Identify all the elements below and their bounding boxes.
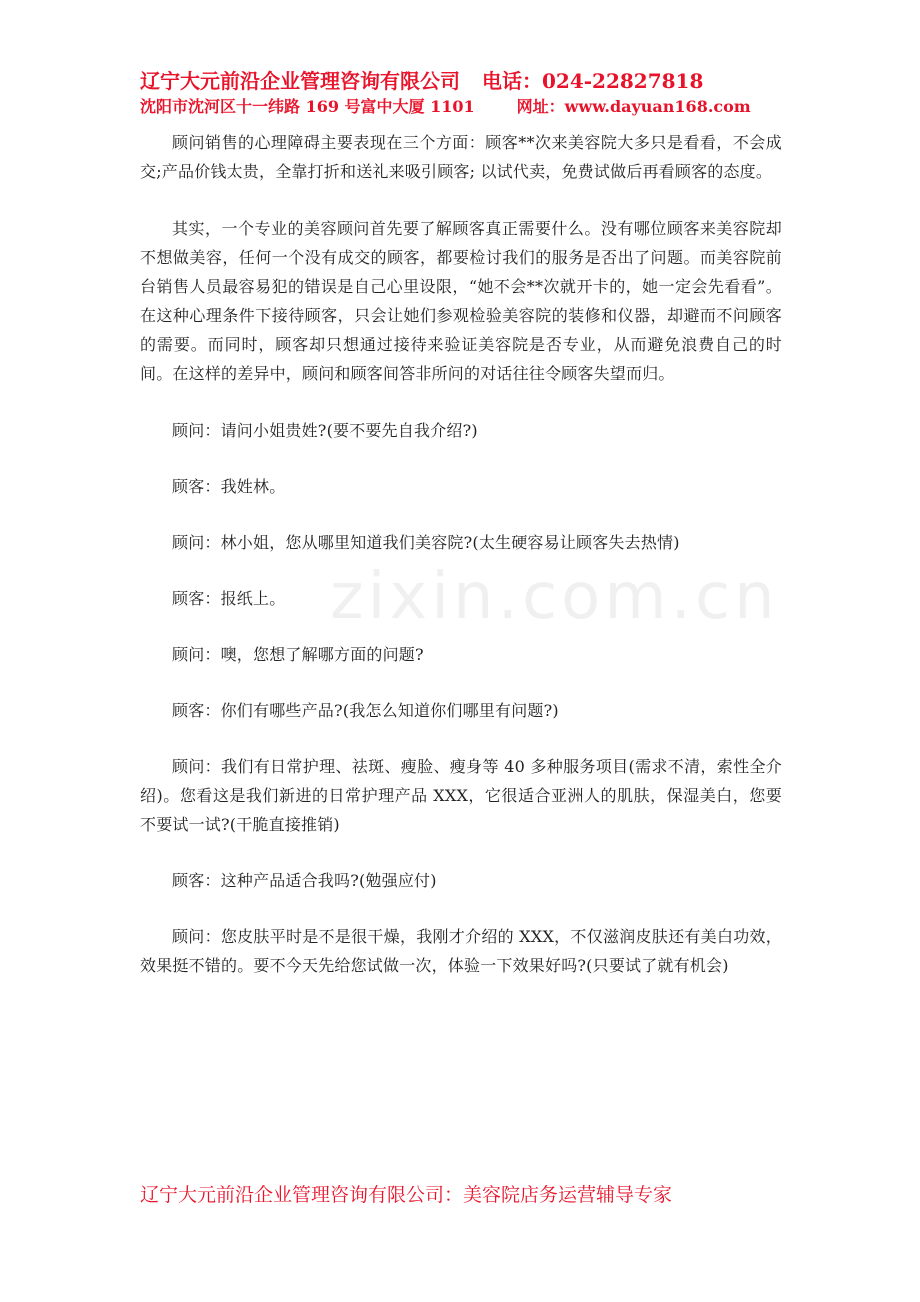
watermark: zixin.com.cn bbox=[330, 560, 779, 634]
document-header bbox=[140, 66, 840, 118]
company-website: 网址：www.dayuan168.com bbox=[516, 97, 751, 116]
dialog-line: 顾客：这种产品适合我吗?(勉强应付) bbox=[172, 871, 437, 890]
company-address: 沈阳市沈河区十一纬路 169 号富中大厦 1101 bbox=[140, 97, 475, 116]
dialog-line: 顾问：请问小姐贵姓?(要不要先自我介绍?) bbox=[172, 421, 478, 440]
dialog-line: 顾问：林小姐，您从哪里知道我们美容院?(太生硬容易让顾客失去热情) bbox=[172, 533, 680, 552]
dialog-line: 顾客：报纸上。 bbox=[172, 589, 286, 608]
paragraph: 顾问销售的心理障碍主要表现在三个方面：顾客**次来美容院大多只是看看，不会成交;产品价钱太贵，全靠打折和送礼来吸引顾客; 以试代卖，免费试做后再看顾客的态度。 bbox=[140, 133, 782, 181]
dialog-line: 顾问：您皮肤平时是不是很干燥，我刚才介绍的 XXX，不仅滋润皮肤还有美白功效，效果挺不错的。要不今天先给您试做一次，体验一下效果好吗?(只要试了就有机会) bbox=[140, 927, 782, 975]
document-footer: 辽宁大元前沿企业管理咨询有限公司：美容院店务运营辅导专家 bbox=[140, 1184, 673, 1206]
dialog-line: 顾问：噢，您想了解哪方面的问题? bbox=[172, 645, 424, 664]
header-line-2 bbox=[140, 96, 840, 118]
company-name: 辽宁大元前沿企业管理咨询有限公司 bbox=[140, 69, 460, 93]
dialog-line: 顾问：我们有日常护理、祛斑、瘦脸、瘦身等 40 多种服务项目(需求不清，索性全介绍)。您看这是我们新进的日常护理产品 XXX，它很适合亚洲人的肌肤，保湿美白，您要不要试一试?(干脆直接推销) bbox=[140, 757, 782, 834]
document-body bbox=[140, 128, 782, 980]
dialog-line: 顾客：我姓林。 bbox=[172, 477, 286, 496]
header-line-1 bbox=[140, 66, 840, 96]
dialog-line: 顾客：你们有哪些产品?(我怎么知道你们哪里有问题?) bbox=[172, 701, 559, 720]
phone-number: 电话：024-22827818 bbox=[482, 69, 704, 93]
paragraph: 其实，一个专业的美容顾问首先要了解顾客真正需要什么。没有哪位顾客来美容院却不想做美容，任何一个没有成交的顾客，都要检讨我们的服务是否出了问题。而美容院前台销售人员最容易犯的错误是自己心里设限，“她不会**次就开卡的，她一定会先看看”。在这种心理条件下接待顾客，只会让她们参观检验美容院的装修和仪器，却避而不问顾客的需要。而同时，顾客却只想通过接待来验证美容院是否专业，从而避免浪费自己的时间。在这样的差异中，顾问和顾客间答非所问的对话往往令顾客失望而归。 bbox=[140, 219, 782, 383]
